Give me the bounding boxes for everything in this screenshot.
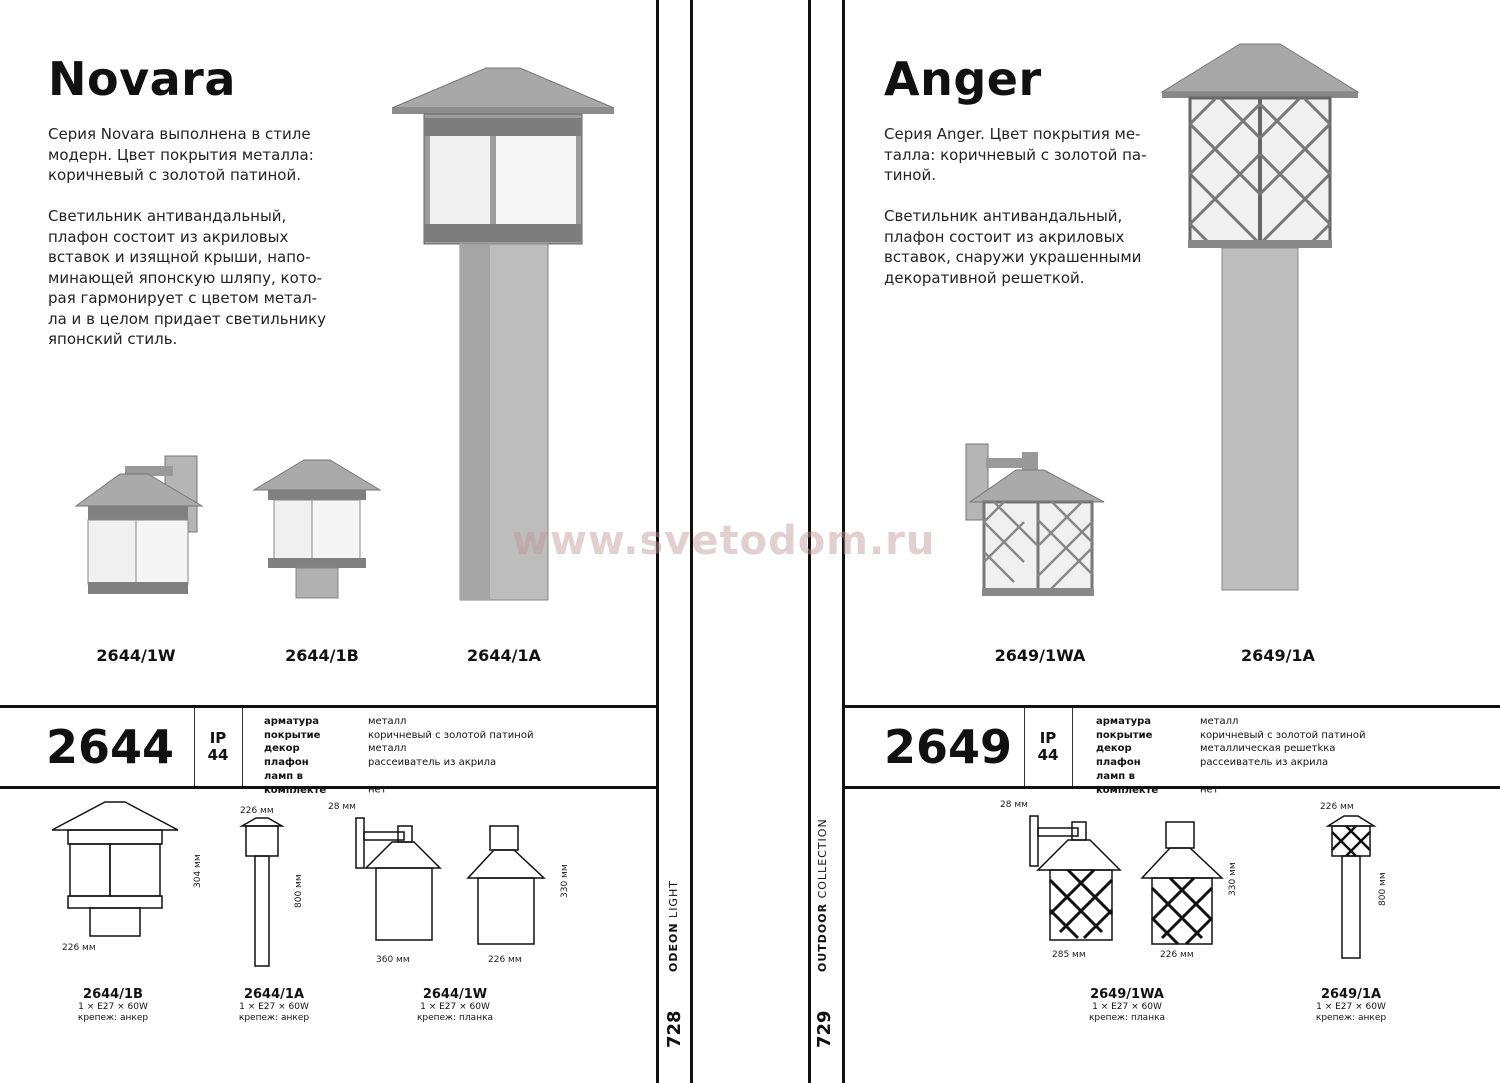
- drawing-2649-1wa-front: [1140, 822, 1224, 946]
- caption-2644-1b: 2644/1B 1 × E27 × 60W крепеж: анкер: [77, 987, 149, 1023]
- dim-label: 304 мм: [193, 854, 203, 888]
- model-label-2649-1a: 2649/1A: [1241, 646, 1315, 665]
- novara-description: Серия Novara выполнена в стиле модерн. Цвет покрытия металла: коричневый с золотой патиной. Светильник антивандальный, плафон состоит из акриловых вставок и изящной крыши, напо- минающей японскую шляпу, кото- рая гармонирует с цветом метал- ла и в целом придает светильнику японский стиль.: [48, 125, 327, 348]
- dim-label: 800 мм: [294, 874, 304, 908]
- dim-label: 330 мм: [560, 864, 570, 898]
- product-image-2649-1a: [1160, 44, 1360, 598]
- ip-value: 44: [207, 746, 229, 764]
- ip-label: IP: [1039, 729, 1057, 747]
- spec-row: арматура металл: [1096, 716, 1239, 727]
- model-label-2644-1a: 2644/1A: [467, 646, 541, 665]
- page-number: 729: [814, 1010, 835, 1048]
- product-image-2644-1w: [70, 456, 206, 606]
- series-number: 2649: [884, 720, 1013, 774]
- model-label-2649-1wa: 2649/1WA: [994, 646, 1086, 665]
- ip-rating: [202, 730, 234, 764]
- ip-value: 44: [1037, 746, 1059, 764]
- model-label-2644-1w: 2644/1W: [96, 646, 176, 665]
- spec-row: плафон рассеиватель из акрила: [1096, 757, 1329, 769]
- dim-label: 226 мм: [240, 806, 274, 816]
- divider: [1024, 708, 1025, 786]
- ip-rating: [1032, 730, 1064, 764]
- caption-2649-1a: 2649/1A 1 × E27 × 60W крепеж: анкер: [1315, 987, 1387, 1023]
- spec-list: [264, 715, 533, 797]
- watermark: www.svetodom.ru: [512, 518, 936, 564]
- dim-label: 28 мм: [328, 802, 356, 812]
- divider: [842, 705, 1500, 708]
- dim-label: 800 мм: [1378, 872, 1388, 906]
- spec-row: декор металл: [264, 743, 407, 755]
- dim-label: 360 мм: [376, 955, 410, 965]
- drawing-2644-1a: [240, 818, 284, 968]
- dim-label: 28 мм: [1000, 800, 1028, 810]
- dim-label: 226 мм: [1160, 950, 1194, 960]
- spec-row: арматура металл: [264, 716, 407, 727]
- spec-row: покрытие коричневый с золотой патиной: [1096, 729, 1366, 741]
- caption-2644-1w: 2644/1W 1 × E27 × 60W крепеж: планка: [416, 987, 494, 1023]
- divider: [194, 708, 195, 786]
- spec-list: [1096, 715, 1365, 797]
- dim-label: 226 мм: [62, 943, 96, 953]
- page-title-anger: Anger: [884, 52, 1042, 106]
- page-title-novara: Novara: [48, 52, 236, 106]
- collection-label: OUTDOOR COLLECTION: [816, 818, 829, 972]
- spec-row: плафон рассеиватель из акрила: [264, 757, 497, 769]
- drawing-2644-1w-side: [352, 818, 444, 944]
- dim-label: 226 мм: [488, 955, 522, 965]
- product-image-2644-1b: [252, 460, 382, 600]
- dim-label: 330 мм: [1228, 862, 1238, 896]
- series-number: 2644: [46, 720, 175, 774]
- divider: [1072, 708, 1073, 786]
- divider: [0, 705, 657, 708]
- page-number: 728: [664, 1010, 685, 1048]
- dim-label: 285 мм: [1052, 950, 1086, 960]
- product-image-2649-1wa: [964, 440, 1106, 600]
- spec-row: ламп в комплекте нет: [1096, 770, 1219, 796]
- drawing-2644-1w-front: [466, 826, 546, 946]
- caption-2649-1wa: 2649/1WA 1 × E27 × 60W крепеж: планка: [1088, 987, 1166, 1023]
- ip-label: IP: [209, 729, 227, 747]
- caption-2644-1a: 2644/1A 1 × E27 × 60W крепеж: анкер: [238, 987, 310, 1023]
- anger-description: Серия Anger. Цвет покрытия ме- талла: коричневый с золотой па- тиной. Светильник антивандальный, плафон состоит из акриловых вставок, снаружи украшенными декоративной решеткой.: [884, 125, 1147, 287]
- drawing-2644-1b: [50, 802, 180, 942]
- spec-row: ламп в комплекте нет: [264, 770, 387, 796]
- model-label-2644-1b: 2644/1B: [285, 646, 359, 665]
- spec-row: покрытие коричневый с золотой патиной: [264, 729, 534, 741]
- drawing-2649-1a: [1326, 816, 1376, 960]
- spec-row: декор металлическая решетkка: [1096, 743, 1336, 755]
- dim-label: 226 мм: [1320, 802, 1354, 812]
- brand-label: ODEON LIGHT: [667, 880, 680, 972]
- drawing-2649-1wa-side: [1028, 816, 1124, 946]
- divider: [242, 708, 243, 786]
